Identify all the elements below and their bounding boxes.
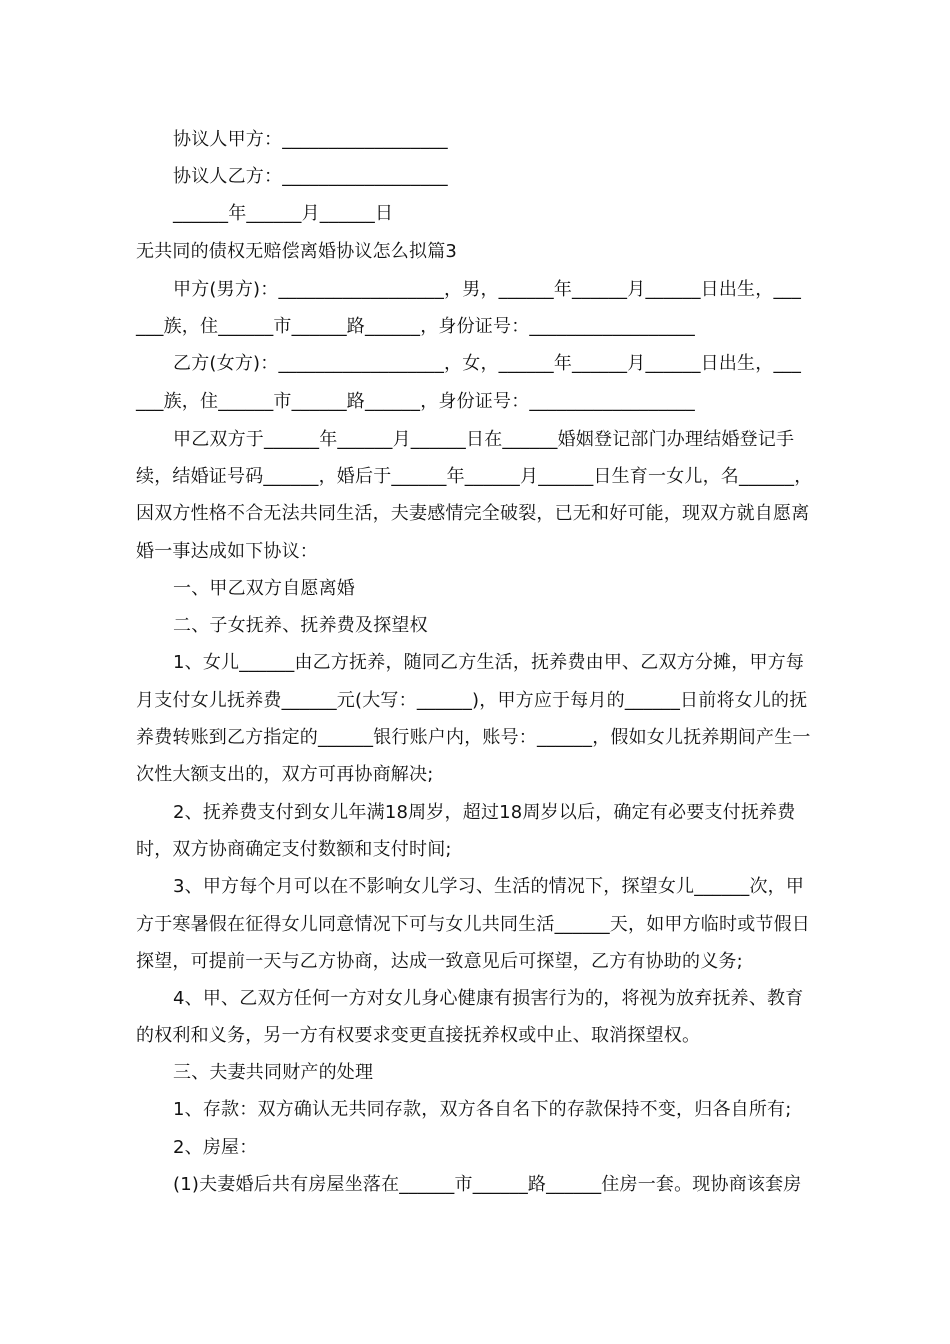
paragraph-line: 续，结婚证号码______，婚后于______年______月______日生育一女儿，名______， [136,466,813,487]
paragraph-line: 月支付女儿抚养费______元(大写：______)，甲方应于每月的______日前将女儿的抚 [136,690,808,711]
party-a-info-continuation: ___族，住______市______路______，身份证号：__________________ [136,316,695,337]
paragraph-line: 婚一事达成如下协议： [136,541,318,562]
paragraph-line: 4、甲、乙双方任何一方对女儿身心健康有损害行为的，将视为放弃抚养、教育 [173,988,804,1009]
paragraph-line: 2、抚养费支付到女儿年满18周岁，超过18周岁以后，确定有必要支付抚养费 [173,802,796,823]
date-line: ______年______月______日 [173,203,394,224]
paragraph-line: 时，双方协商确定支付数额和支付时间; [136,839,452,860]
paragraph-line: 1、女儿______由乙方抚养，随同乙方生活，抚养费由甲、乙双方分摊，甲方每 [173,652,805,673]
paragraph-line: 次性大额支出的，双方可再协商解决; [136,764,434,785]
section-title: 无共同的债权无赔偿离婚协议怎么拟篇3 [136,241,458,262]
paragraph-line: 的权利和义务，另一方有权要求变更直接抚养权或中止、取消探望权。 [136,1025,701,1046]
heading-item-2: 二、子女抚养、抚养费及探望权 [173,615,428,636]
heading-item-3: 三、夫妻共同财产的处理 [173,1062,374,1083]
heading-item-1: 一、甲乙双方自愿离婚 [173,578,355,599]
paragraph-line: (1)夫妻婚后共有房屋坐落在______市______路______住房一套。现协商该套房 [173,1174,802,1195]
party-b-info-line: 乙方(女方)：__________________，女，______年______月______日出生，___ [173,353,802,374]
party-b-signature-line: 协议人乙方：__________________ [173,166,448,187]
paragraph-line: 1、存款：双方确认无共同存款，双方各自名下的存款保持不变，归各自所有; [173,1099,792,1120]
party-a-signature-line: 协议人甲方：__________________ [173,129,448,150]
paragraph-line: 因双方性格不合无法共同生活，夫妻感情完全破裂，已无和好可能，现双方就自愿离 [136,503,810,524]
party-a-info-line: 甲方(男方)：__________________，男，______年______月______日出生，___ [173,279,802,300]
paragraph-line: 甲乙双方于______年______月______日在______婚姻登记部门办理结婚登记手 [173,429,795,450]
paragraph-line: 2、房屋： [173,1137,258,1158]
paragraph-line: 3、甲方每个月可以在不影响女儿学习、生活的情况下，探望女儿______次，甲 [173,876,805,897]
paragraph-line: 养费转账到乙方指定的______银行账户内，账号：______，假如女儿抚养期间产生一 [136,727,811,748]
paragraph-line: 探望，可提前一天与乙方协商，达成一致意见后可探望，乙方有协助的义务; [136,951,743,972]
party-b-info-continuation: ___族，住______市______路______，身份证号：__________________ [136,391,695,412]
paragraph-line: 方于寒暑假在征得女儿同意情况下可与女儿共同生活______天，如甲方临时或节假日 [136,914,810,935]
